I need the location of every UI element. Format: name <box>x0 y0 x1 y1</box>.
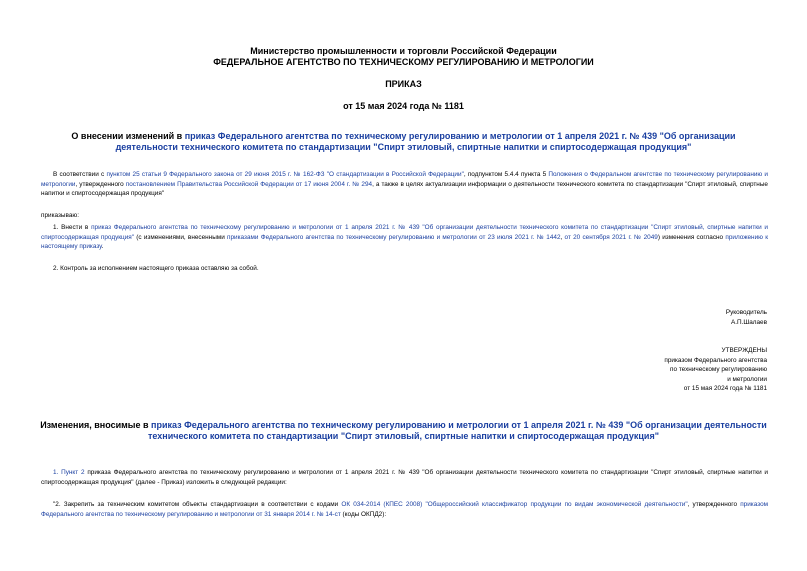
order-word: приказываю: <box>41 212 79 219</box>
preamble-text-3: , утвержденного <box>75 180 126 188</box>
doc-title <box>40 131 767 153</box>
order-14st-link[interactable]: приказом Федерального агентства по техническому регулированию и метрологии от 31 января 2014 г. № 14-ст <box>41 501 769 518</box>
changes-title-prefix: Изменения, вносимые в <box>40 420 152 430</box>
item1-text-1: 1. Внести в <box>53 224 92 231</box>
signature-block <box>726 308 767 327</box>
change1-text: приказа Федерального агентства по техническому регулированию и метрологии от 1 апреля 2021 г. № 439 "Об организации деятельности технического комитета по стандартизации "Спирт этиловый, спиртные напитки и спиртосодержащая продукция" (далее - Приказ) изложить в следующей редакции: <box>41 469 768 486</box>
preamble-text-4: , а также в целях актуализации информации о деятельности технического комитета по стандартизации "Спирт этиловый, спиртные напитки и спиртосодержащая продукция" <box>41 180 768 197</box>
regulation-link[interactable]: Положения о Федеральном агентстве по техническому регулированию и метрологии <box>41 171 768 188</box>
doc-date-number: от 15 мая 2024 года № 1181 <box>343 101 464 111</box>
order-439-link[interactable]: приказ Федерального агентства по техническому регулированию и метрологии от 1 апреля 2021 г. № 439 "Об организации деятельности технического комитета по стандартизации "Спирт этиловый, спиртные напитки и спиртосодержащая продукция" <box>41 224 768 241</box>
order-1442-link[interactable]: приказами Федерального агентства по техническому регулированию и метрологии от 23 июля 2021 г. № 1442 <box>227 233 561 241</box>
approved-line-4: от 15 мая 2024 года № 1181 <box>683 385 767 392</box>
doc-title-prefix: О внесении изменений в <box>71 131 185 141</box>
government-decree-link[interactable]: постановлением Правительства Российской Федерации от 17 июня 2004 г. № 294 <box>125 180 373 188</box>
change-item-1 <box>41 468 768 487</box>
approved-line-2: по техническому регулированию <box>670 366 767 373</box>
changes-title <box>40 420 767 442</box>
item1-text-4: ) изменения согласно <box>657 233 726 241</box>
order-2049-link[interactable]: от 20 сентября 2021 г. № 2049 <box>564 233 658 241</box>
approved-line-1: приказом Федерального агентства <box>664 356 767 364</box>
change2-text-2: , утвержденного <box>687 501 741 508</box>
change-item-2 <box>41 500 768 519</box>
change2-text-1: "2. Закрепить за техническим комитетом объекты стандартизации в соответствии с кодами <box>53 501 342 508</box>
item1-text-2: (с изменениями, внесенными <box>134 233 228 241</box>
agency-name: ФЕДЕРАЛЬНОЕ АГЕНТСТВО ПО ТЕХНИЧЕСКОМУ РЕГУЛИРОВАНИЮ И МЕТРОЛОГИИ <box>213 57 594 67</box>
order-item-2: 2. Контроль за исполнением настоящего приказа оставляю за собой. <box>53 265 259 272</box>
signature-role: Руководитель <box>725 309 767 316</box>
preamble-paragraph <box>41 170 768 199</box>
item1-text-5: . <box>101 243 104 250</box>
appendix-link[interactable]: приложению к настоящему приказу <box>41 233 768 250</box>
ministry-name: Министерство промышленности и торговли Российской Федерации <box>250 46 557 56</box>
doc-title-link[interactable]: приказ Федерального агентства по техническому регулированию и метрологии от 1 апреля 2021 г. № 439 "Об организации деятельности технического комитета по стандартизации "Спирт этиловый, спиртные напитки и спиртосодержащая продукция" <box>115 131 736 152</box>
change2-text-3: (коды ОКПД2): <box>340 510 387 518</box>
approved-block <box>664 346 767 394</box>
doc-type: ПРИКАЗ <box>385 79 422 89</box>
law-link[interactable]: пунктом 25 статьи 9 Федерального закона от 29 июня 2015 г. № 162-ФЗ "О стандартизации в Российской Федерации" <box>106 171 464 178</box>
okpd2-link[interactable]: ОК 034-2014 (КПЕС 2008) "Общероссийский классификатор продукции по видам экономической деятельности" <box>341 501 688 508</box>
order-item-1 <box>41 223 768 252</box>
signature-name: А.П.Шалаев <box>730 318 767 326</box>
approved-head: УТВЕРЖДЕНЫ <box>721 347 767 354</box>
preamble-text-2: , подпунктом 5.4.4 пункта 5 <box>463 171 549 178</box>
item1-text-3: , <box>560 233 565 241</box>
changes-title-link[interactable]: приказ Федерального агентства по техническому регулированию и метрологии от 1 апреля 2021 г. № 439 "Об организации деятельности технического комитета по стандартизации "Спирт этиловый, спиртные напитки и спиртосодержащая продукция" <box>148 420 767 441</box>
preamble-text-1: В соответствии с <box>53 171 107 178</box>
clause-2-link[interactable]: 1. Пункт 2 <box>53 469 85 476</box>
approved-line-3: и метрологии <box>727 375 767 383</box>
